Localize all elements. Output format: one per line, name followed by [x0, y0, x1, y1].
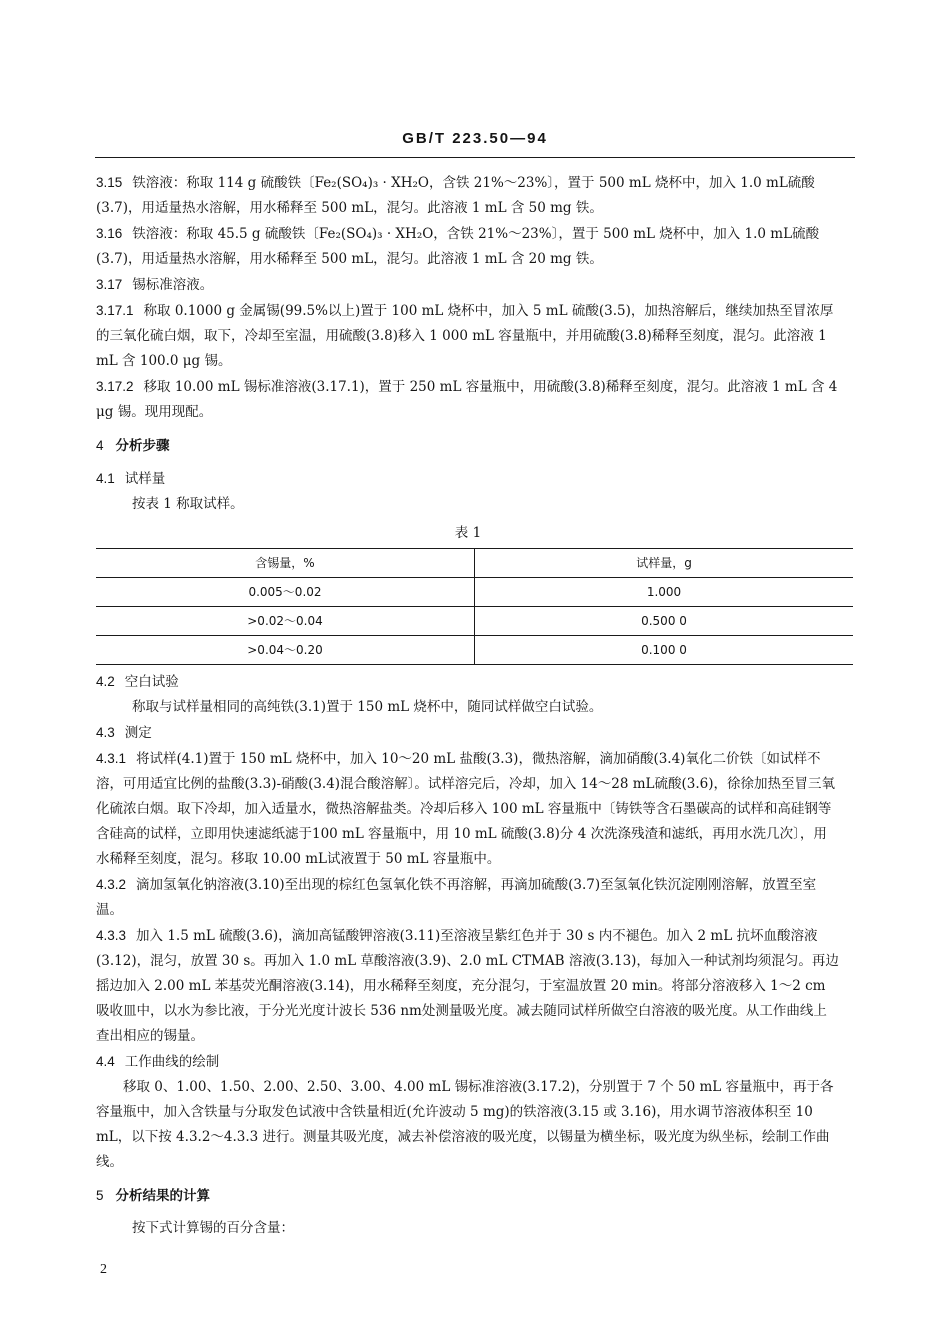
clause-text: 滴加氢氧化钠溶液(3.10)至出现的棕红色氢氧化铁不再溶解，再滴加硫酸(3.7)至氢氧化铁沉淀刚刚溶解，放置至室温。 — [96, 877, 817, 918]
clause-4-1-heading — [96, 466, 840, 492]
table-1 — [96, 548, 853, 665]
clause-3-15 — [96, 170, 840, 221]
clause-3-17-1 — [96, 298, 840, 374]
table-1-caption: 表 1 — [454, 525, 482, 541]
clause-title: 空白试验 — [124, 674, 179, 690]
clause-number: 3.17.2 — [96, 379, 134, 394]
document-body — [96, 170, 840, 1241]
clause-4-3-1 — [96, 746, 840, 872]
clause-4-3-heading — [96, 720, 840, 746]
table-row — [96, 607, 853, 636]
clause-number: 3.15 — [96, 175, 123, 190]
clause-number: 4.2 — [96, 674, 115, 689]
clause-number: 4.1 — [96, 471, 115, 486]
section-5-text: 按下式计算锡的百分含量： — [132, 1220, 294, 1236]
clause-number: 3.17.1 — [96, 303, 134, 318]
clause-text: 加入 1.5 mL 硫酸(3.6)，滴加高锰酸钾溶液(3.11)至溶液呈紫红色并于 30 s 内不褪色。加入 2 mL 抗坏血酸溶液(3.12)，混匀，放置 30 s。再加入 1.0 mL 草酸溶液(3.9)、2.0 mL CTMAB 溶液(3.13)，每加入一种试剂均须混匀。再边摇边加入 2.00 mL 苯基荧光酮溶液(3.14)，用水稀释至刻度，充分混匀，于室温放置 20 min。将部分溶液移入 1～2 cm 吸收皿中，以水为参比液，于分光光度计波长 536 nm处测量吸光度。减去随同试样所做空白溶液的吸光度。从工作曲线上查出相应的锡量。 — [96, 928, 839, 1044]
clause-4-3-2 — [96, 872, 840, 923]
header-rule — [95, 157, 855, 158]
clause-number: 4.4 — [96, 1054, 115, 1069]
clause-text: 移取 10.00 mL 锡标准溶液(3.17.1)，置于 250 mL 容量瓶中，用硫酸(3.8)稀释至刻度，混匀。此溶液 1 mL 含 4 μg 锡。现用现配。 — [96, 379, 838, 420]
clause-4-3-3 — [96, 923, 840, 1049]
section-4-heading — [96, 433, 840, 458]
section-number: 5 — [96, 1188, 104, 1203]
table-cell: 0.100 0 — [641, 642, 687, 657]
clause-title: 测定 — [124, 725, 152, 741]
table-header-sample-mass: 试样量，g — [636, 555, 692, 570]
clause-3-17 — [96, 272, 840, 298]
clause-number: 4.3 — [96, 725, 115, 740]
section-5-heading — [96, 1183, 840, 1208]
clause-number: 4.3.3 — [96, 928, 127, 943]
clause-number: 3.17 — [96, 277, 123, 292]
clause-4-2-heading — [96, 669, 840, 695]
section-number: 4 — [96, 438, 104, 453]
clause-4-2-text: 称取与试样量相同的高纯铁(3.1)置于 150 mL 烧杯中，随同试样做空白试验。 — [132, 699, 603, 715]
page-number: 2 — [100, 1262, 107, 1277]
clause-text: 铁溶液：称取 114 g 硫酸铁〔Fe₂(SO₄)₃ · XH₂O，含铁 21%～23%〕，置于 500 mL 烧杯中，加入 1.0 mL硫酸(3.7)，用适量热水溶解，用水稀释至 500 mL，混匀。此溶液 1 mL 含 50 mg 铁。 — [96, 175, 815, 216]
table-header-tin-content: 含锡量，% — [96, 549, 475, 578]
clause-number: 4.3.2 — [96, 877, 127, 892]
clause-number: 4.3.1 — [96, 751, 127, 766]
table-row — [96, 578, 853, 607]
clause-3-17-2 — [96, 374, 840, 425]
clause-text: 铁溶液：称取 45.5 g 硫酸铁〔Fe₂(SO₄)₃ · XH₂O，含铁 21%～23%〕，置于 500 mL 烧杯中，加入 1.0 mL硫酸(3.7)，用适量热水溶解，用水稀释至 500 mL，混匀。此溶液 1 mL 含 20 mg 铁。 — [96, 226, 820, 267]
table-cell: 1.000 — [646, 584, 682, 599]
section-title: 分析步骤 — [115, 438, 170, 453]
table-cell: 0.005～0.02 — [96, 578, 475, 607]
section-title: 分析结果的计算 — [115, 1188, 211, 1203]
clause-4-4-heading — [96, 1049, 840, 1075]
clause-number: 3.16 — [96, 226, 123, 241]
table-cell: 0.500 0 — [641, 613, 687, 628]
clause-3-16 — [96, 221, 840, 272]
clause-4-4-text: 移取 0、1.00、1.50、2.00、2.50、3.00、4.00 mL 锡标准溶液(3.17.2)，分别置于 7 个 50 mL 容量瓶中，再于各容量瓶中，加入含铁量与分取发色试液中含铁量相近(允许波动 5 mg)的铁溶液(3.15 或 3.16)，用水调节溶液体积至 10 mL，以下按 4.3.2～4.3.3 进行。测量其吸光度，减去补偿溶液的吸光度，以锡量为横坐标，吸光度为纵坐标，绘制工作曲线。 — [96, 1079, 834, 1170]
table-cell: >0.02～0.04 — [96, 607, 475, 636]
clause-4-1-text: 按表 1 称取试样。 — [132, 496, 244, 512]
table-row — [96, 636, 853, 665]
clause-text: 锡标准溶液。 — [132, 277, 214, 293]
standard-code-header: GB/T 223.50—94 — [402, 130, 548, 147]
clause-text: 称取 0.1000 g 金属锡(99.5%以上)置于 100 mL 烧杯中，加入 5 mL 硫酸(3.5)，加热溶解后，继续加热至冒浓厚的三氧化硫白烟，取下，冷却至室温，用硫酸(3.8)移入 1 000 mL 容量瓶中，并用硫酸(3.8)稀释至刻度，混匀。此溶液 1 mL 含 100.0 μg 锡。 — [96, 303, 834, 369]
clause-title: 工作曲线的绘制 — [124, 1054, 220, 1070]
table-cell: >0.04～0.20 — [96, 636, 475, 665]
table-header-row — [96, 549, 853, 578]
clause-text: 将试样(4.1)置于 150 mL 烧杯中，加入 10～20 mL 盐酸(3.3)，微热溶解，滴加硝酸(3.4)氧化二价铁〔如试样不溶，可用适宜比例的盐酸(3.3)-硝酸(3.4)混合酸溶解〕。试样溶完后，冷却，加入 14～28 mL硫酸(3.6)，徐徐加热至冒三氧化硫浓白烟。取下冷却，加入适量水，微热溶解盐类。冷却后移入 100 mL 容量瓶中〔铸铁等含石墨碳高的试样和高硅钢等含硅高的试样，立即用快速滤纸滤于100 mL 容量瓶中，用 10 mL 硫酸(3.8)分 4 次洗涤残渣和滤纸，再用水洗几次〕，用水稀释至刻度，混匀。移取 10.00 mL试液置于 50 mL 容量瓶中。 — [96, 751, 836, 867]
clause-title: 试样量 — [124, 471, 166, 487]
